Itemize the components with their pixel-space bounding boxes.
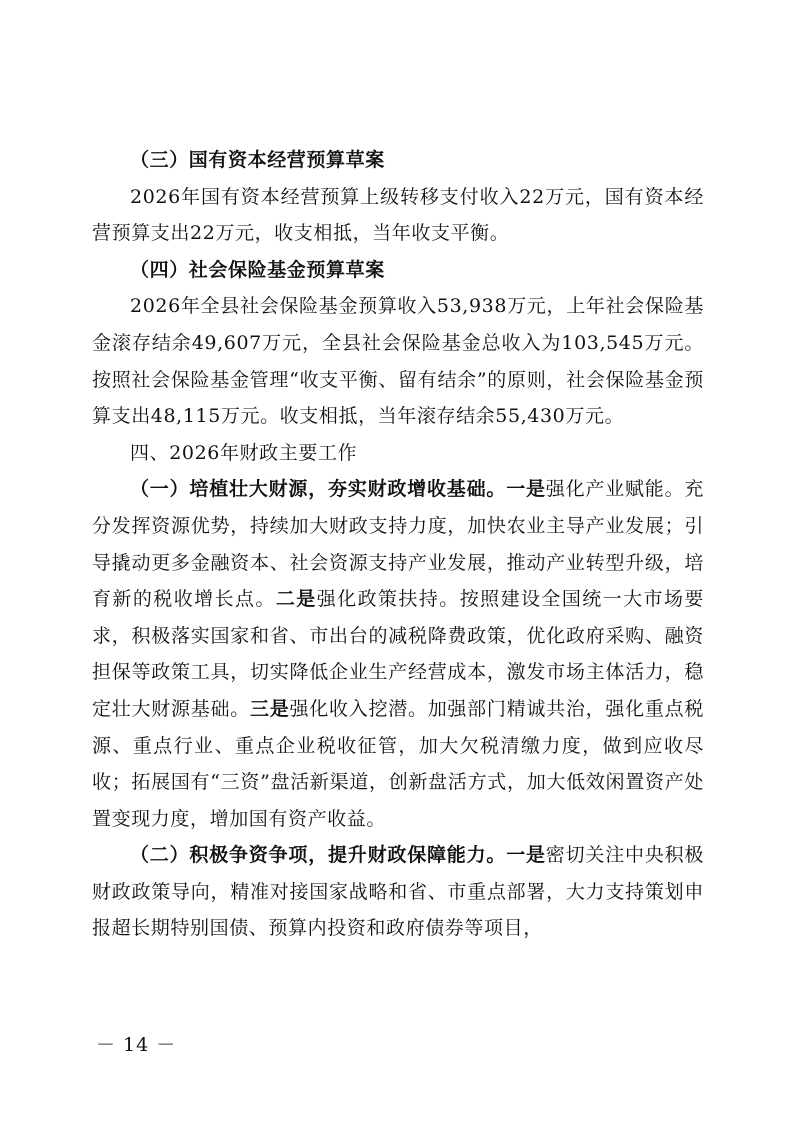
- document-body: [92, 142, 704, 947]
- paragraph-social-insurance-budget: 2026年全县社会保险基金预算收入53,938万元，上年社会保险基金滚存结余49,607万元，全县社会保险基金总收入为103,545万元。按照社会保险基金管理“收支平衡、留有结余”的原则，社会保险基金预算支出48,115万元。收支相抵，当年滚存结余55,430万元。: [92, 295, 704, 428]
- text-policy-support: 强化政策扶持。按照建设全国统一大市场要求，积极落实国家和省、市出台的减税降费政策，优化政府采购、融资担保等政策工具，切实降低企业生产经营成本，激发市场主体活力，稳定壮大财源基础。: [92, 588, 705, 720]
- part-four-title: 四、2026年财政主要工作: [130, 441, 358, 464]
- section-heading-social-insurance: （四）社会保险基金预算草案: [130, 258, 385, 281]
- paragraph-state-capital-budget: 2026年国有资本经营预算上级转移支付收入22万元，国有资本经营预算支出22万元，收支相抵，当年收支平衡。: [92, 185, 704, 245]
- section-heading-state-capital: （三）国有资本经营预算草案: [130, 149, 385, 171]
- subsection-heading-cultivate-revenue: （一）培植壮大财源，夯实财政增收基础。: [130, 478, 507, 501]
- text-central-policy: 密切关注中央积极财政政策导向，精准对接国家战略和省、市重点部署，大力支持策划申报超长期特别国债、预算内投资和政府债券等项目，: [92, 844, 704, 940]
- lead-third: 三是: [249, 697, 290, 720]
- subsection-heading-seek-funds: （二）积极争资争项，提升财政保障能力。: [130, 844, 507, 867]
- lead-first: 一是: [506, 478, 546, 501]
- text-revenue-potential: 强化收入挖潜。加强部门精诚共治，强化重点税源、重点行业、重点企业税收征管，加大欠税清缴力度，做到应收尽收；拓展国有“三资”盘活新渠道，创新盘活方式，加大低效闲置资产处置变现力度，增加国有资产收益。: [92, 697, 704, 830]
- lead-first-funds: 一是: [506, 844, 546, 867]
- paragraph-seek-funds: [92, 837, 704, 947]
- page-number: － 14 －: [96, 1034, 177, 1056]
- text-industry-empowerment: 强化产业赋能。充分发挥资源优势，持续加大财政支持力度，加快农业主导产业发展；引导撬动更多金融资本、社会资源支持产业发展，推动产业转型升级，培育新的税收增长点。: [92, 478, 704, 611]
- lead-second: 二是: [275, 588, 317, 611]
- paragraph-cultivate-revenue: [92, 471, 704, 837]
